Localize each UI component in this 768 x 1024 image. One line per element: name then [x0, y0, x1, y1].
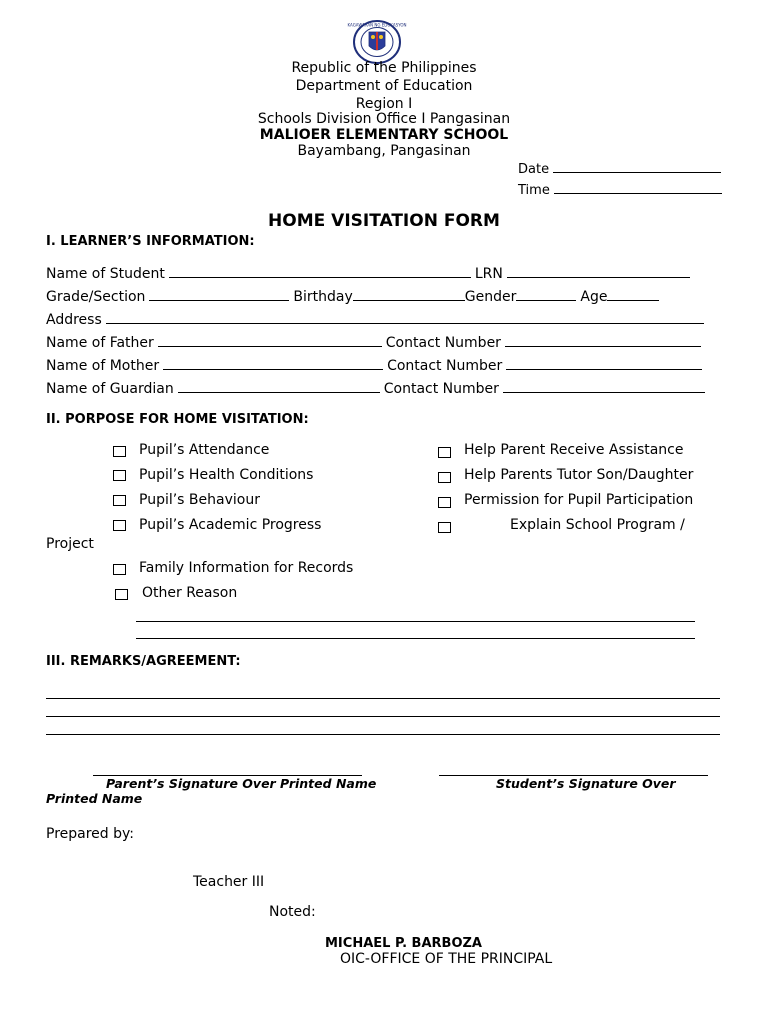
checkbox-behaviour[interactable] [113, 495, 126, 506]
noted-label: Noted: [269, 904, 316, 920]
option-academic: Pupil’s Academic Progress [139, 517, 322, 533]
guardian-label: Name of Guardian [46, 381, 174, 397]
time-label: Time [518, 183, 550, 198]
option-program: Explain School Program / [510, 517, 685, 533]
country-line: Republic of the Philippines [291, 60, 477, 76]
age-label: Age [580, 289, 608, 305]
guardian-row [46, 381, 709, 397]
teacher-title: Teacher III [193, 874, 265, 890]
option-attendance: Pupil’s Attendance [139, 442, 270, 458]
father-contact-blank[interactable] [505, 335, 701, 347]
time-field [518, 182, 726, 198]
form-title: HOME VISITATION FORM [268, 211, 500, 231]
option-assistance: Help Parent Receive Assistance [464, 442, 684, 458]
department-line: Department of Education [295, 78, 473, 94]
checkbox-tutor[interactable] [438, 472, 451, 483]
birthday-blank[interactable] [353, 289, 465, 301]
checkbox-family-info[interactable] [113, 564, 126, 575]
date-label: Date [518, 162, 550, 177]
option-behaviour: Pupil’s Behaviour [139, 492, 260, 508]
student-signature-label: Student’s Signature Over [496, 776, 676, 791]
svg-text:KAGAWARAN NG EDUKASYON: KAGAWARAN NG EDUKASYON [347, 22, 407, 28]
section2-heading: II. PORPOSE FOR HOME VISITATION: [46, 412, 309, 427]
gender-blank[interactable] [516, 289, 576, 301]
checkbox-academic[interactable] [113, 520, 126, 531]
prepared-by-label: Prepared by: [46, 826, 134, 842]
student-name-blank[interactable] [169, 266, 471, 278]
school-name: MALIOER ELEMENTARY SCHOOL [259, 127, 509, 143]
father-label: Name of Father [46, 335, 154, 351]
school-location: Bayambang, Pangasinan [297, 143, 471, 159]
option-tutor: Help Parents Tutor Son/Daughter [464, 467, 694, 483]
lrn-blank[interactable] [507, 266, 690, 278]
father-contact-label: Contact Number [385, 335, 501, 351]
guardian-blank[interactable] [178, 381, 380, 393]
mother-contact-label: Contact Number [387, 358, 503, 374]
option-permission: Permission for Pupil Participation [464, 492, 694, 508]
birthday-label: Birthday [293, 289, 353, 305]
mother-blank[interactable] [163, 358, 383, 370]
option-family-info: Family Information for Records [139, 560, 354, 576]
age-blank[interactable] [607, 289, 659, 301]
student-signature-label-wrap: Printed Name [46, 791, 143, 806]
principal-name: MICHAEL P. BARBOZA [325, 936, 482, 951]
checkbox-attendance[interactable] [113, 446, 126, 457]
lrn-label: LRN [474, 266, 503, 282]
gender-label: Gender [464, 289, 517, 305]
grade-section-blank[interactable] [149, 289, 289, 301]
other-reason-line-2[interactable] [136, 638, 695, 639]
grade-row [46, 289, 663, 305]
mother-contact-blank[interactable] [506, 358, 702, 370]
father-row [46, 335, 705, 351]
remarks-line-1[interactable] [46, 698, 720, 699]
section3-heading: III. REMARKS/AGREEMENT: [46, 654, 241, 669]
checkbox-program[interactable] [438, 522, 451, 533]
address-label: Address [46, 312, 102, 328]
mother-label: Name of Mother [46, 358, 160, 374]
region-line: Region I [355, 96, 413, 112]
division-line: Schools Division Office I Pangasinan [257, 111, 511, 127]
checkbox-other-reason[interactable] [115, 589, 128, 600]
principal-title: OIC-OFFICE OF THE PRINCIPAL [340, 951, 553, 967]
guardian-contact-blank[interactable] [503, 381, 705, 393]
checkbox-assistance[interactable] [438, 447, 451, 458]
option-other-reason: Other Reason [142, 585, 238, 601]
father-blank[interactable] [158, 335, 382, 347]
date-field [518, 161, 725, 177]
parent-signature-label: Parent’s Signature Over Printed Name [106, 776, 377, 791]
checkbox-health[interactable] [113, 470, 126, 481]
mother-row [46, 358, 706, 374]
option-health: Pupil’s Health Conditions [139, 467, 314, 483]
guardian-contact-label: Contact Number [383, 381, 499, 397]
checkbox-permission[interactable] [438, 497, 451, 508]
date-blank[interactable] [553, 161, 721, 173]
grade-section-label: Grade/Section [46, 289, 146, 305]
student-name-label: Name of Student [46, 266, 165, 282]
time-blank[interactable] [554, 182, 722, 194]
remarks-line-3[interactable] [46, 734, 720, 735]
deped-seal-logo [347, 20, 407, 64]
other-reason-line-1[interactable] [136, 621, 695, 622]
address-blank[interactable] [106, 312, 704, 324]
section1-heading: I. LEARNER’S INFORMATION: [46, 234, 255, 249]
student-row [46, 266, 694, 282]
address-row [46, 312, 708, 328]
option-program-wrap: Project [46, 536, 94, 552]
remarks-line-2[interactable] [46, 716, 720, 717]
